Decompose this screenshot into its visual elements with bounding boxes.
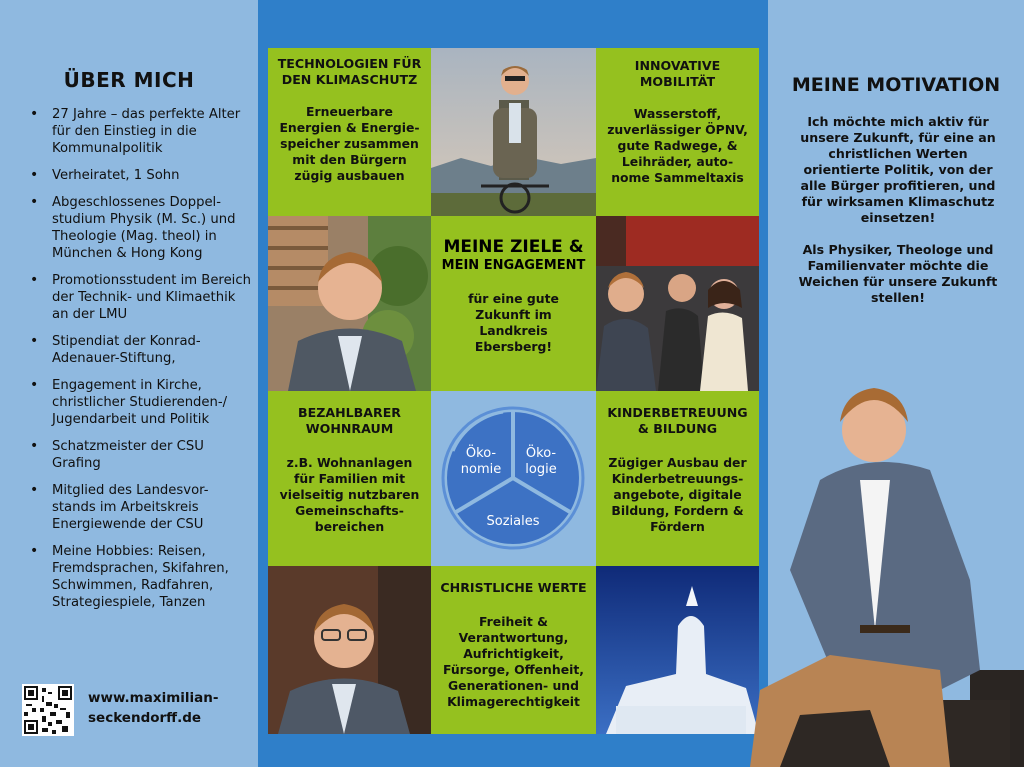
tile-christliche-werte [431, 566, 596, 734]
photo-bicycle [431, 48, 596, 216]
cycle-oekologie-b: logie [525, 462, 557, 477]
tile-klimaschutz [268, 48, 431, 216]
motivation-paragraph: Als Physiker, Theologe und Familienvater möchte die Weichen für unsere Zukunft stellen! [798, 242, 998, 305]
about-item: • 27 Jahre – das perfekte Alter für den Einstieg in die Kommunalpolitik [22, 106, 252, 157]
photo-seated-portrait [740, 370, 1024, 767]
motivation-paragraph: Ich möchte mich aktiv für unsere Zukunft, für eine an christlichen Werten orientierte Politik, von der alle Bürger profitieren, und für wirksamen Klimaschutz einsetzen! [800, 114, 996, 225]
about-title: ÜBER MICH [63, 68, 195, 92]
tile-body: z.B. Wohnanlagen für Familien mit vielseitig nutzbaren Gemeinschafts-bereichen [279, 455, 420, 534]
tile-kinderbetreuung [596, 391, 759, 566]
website-url[interactable] [88, 688, 218, 728]
tile-wohnraum [268, 391, 431, 566]
footer-bar [258, 742, 768, 767]
about-item: • Verheiratet, 1 Sohn [22, 167, 252, 184]
about-item: • Meine Hobbies: Reisen, Fremdsprachen, Skifahren, Schwimmen, Radfahren, Strategiespiele, Tanzen [22, 543, 252, 611]
about-item: • Engagement in Kirche, christlicher Studierenden-/ Jugendarbeit und Politik [22, 377, 252, 428]
qr-code[interactable] [22, 684, 74, 736]
goals-subtitle: MEIN ENGAGEMENT [441, 258, 586, 273]
tile-title: BEZAHLBARER WOHNRAUM [298, 405, 401, 436]
about-item: • Schatzmeister der CSU Grafing [22, 438, 252, 472]
tile-title: CHRISTLICHE WERTE [440, 580, 587, 595]
goals-title: MEINE ZIELE & [443, 237, 584, 257]
photo-church [596, 566, 759, 734]
cycle-soziales: Soziales [486, 514, 540, 529]
motivation-title: MEINE MOTIVATION [791, 74, 1001, 96]
tile-body: Freiheit & Verantwortung, Aufrichtigkeit, Fürsorge, Offenheit, Generationen- und Klimagerechtigkeit [443, 614, 584, 709]
tile-ziele [431, 216, 596, 391]
motivation-text [790, 114, 1006, 322]
tile-body: Zügiger Ausbau der Kinderbetreuungs-angebote, digitale Bildung, Fordern & Fördern [608, 455, 747, 534]
cycle-oekonomie-b: nomie [460, 462, 502, 477]
about-list [22, 106, 252, 621]
url-line: seckendorff.de [88, 710, 202, 726]
tile-title: KINDERBETREUUNG & BILDUNG [607, 405, 748, 436]
about-item: • Promotionsstudent im Bereich der Technik- und Klimaethik an der LMU [22, 272, 252, 323]
about-item: • Stipendiat der Konrad-Adenauer-Stiftung, [22, 333, 252, 367]
tile-title: TECHNOLOGIEN FÜR DEN KLIMASCHUTZ [277, 56, 422, 87]
goals-body: für eine gute Zukunft im Landkreis Ebersberg! [468, 291, 559, 354]
tile-body: Erneuerbare Energien & Energie-speicher zusammen mit den Bürgern zügig ausbauen [279, 104, 420, 183]
photo-portrait-glasses [268, 566, 431, 734]
about-item: • Abgeschlossenes Doppel-studium Physik (M. Sc.) und Theologie (Mag. theol) in München & Hong Kong [22, 194, 252, 262]
tile-mobilitaet [596, 48, 759, 216]
photo-event [596, 216, 759, 391]
url-line: www.maximilian- [88, 690, 219, 706]
photo-portrait-garden [268, 216, 431, 391]
tile-body: Wasserstoff, zuverlässiger ÖPNV, gute Radwege, & Leihräder, auto-nome Sammeltaxis [607, 106, 748, 185]
cycle-oekologie-a: Öko- [525, 446, 557, 461]
sustainability-cycle [431, 391, 596, 566]
about-item: • Mitglied des Landesvor-stands im Arbeitskreis Energiewende der CSU [22, 482, 252, 533]
tile-title: INNOVATIVE MOBILITÄT [634, 58, 721, 89]
cycle-oekonomie-a: Öko- [465, 446, 497, 461]
